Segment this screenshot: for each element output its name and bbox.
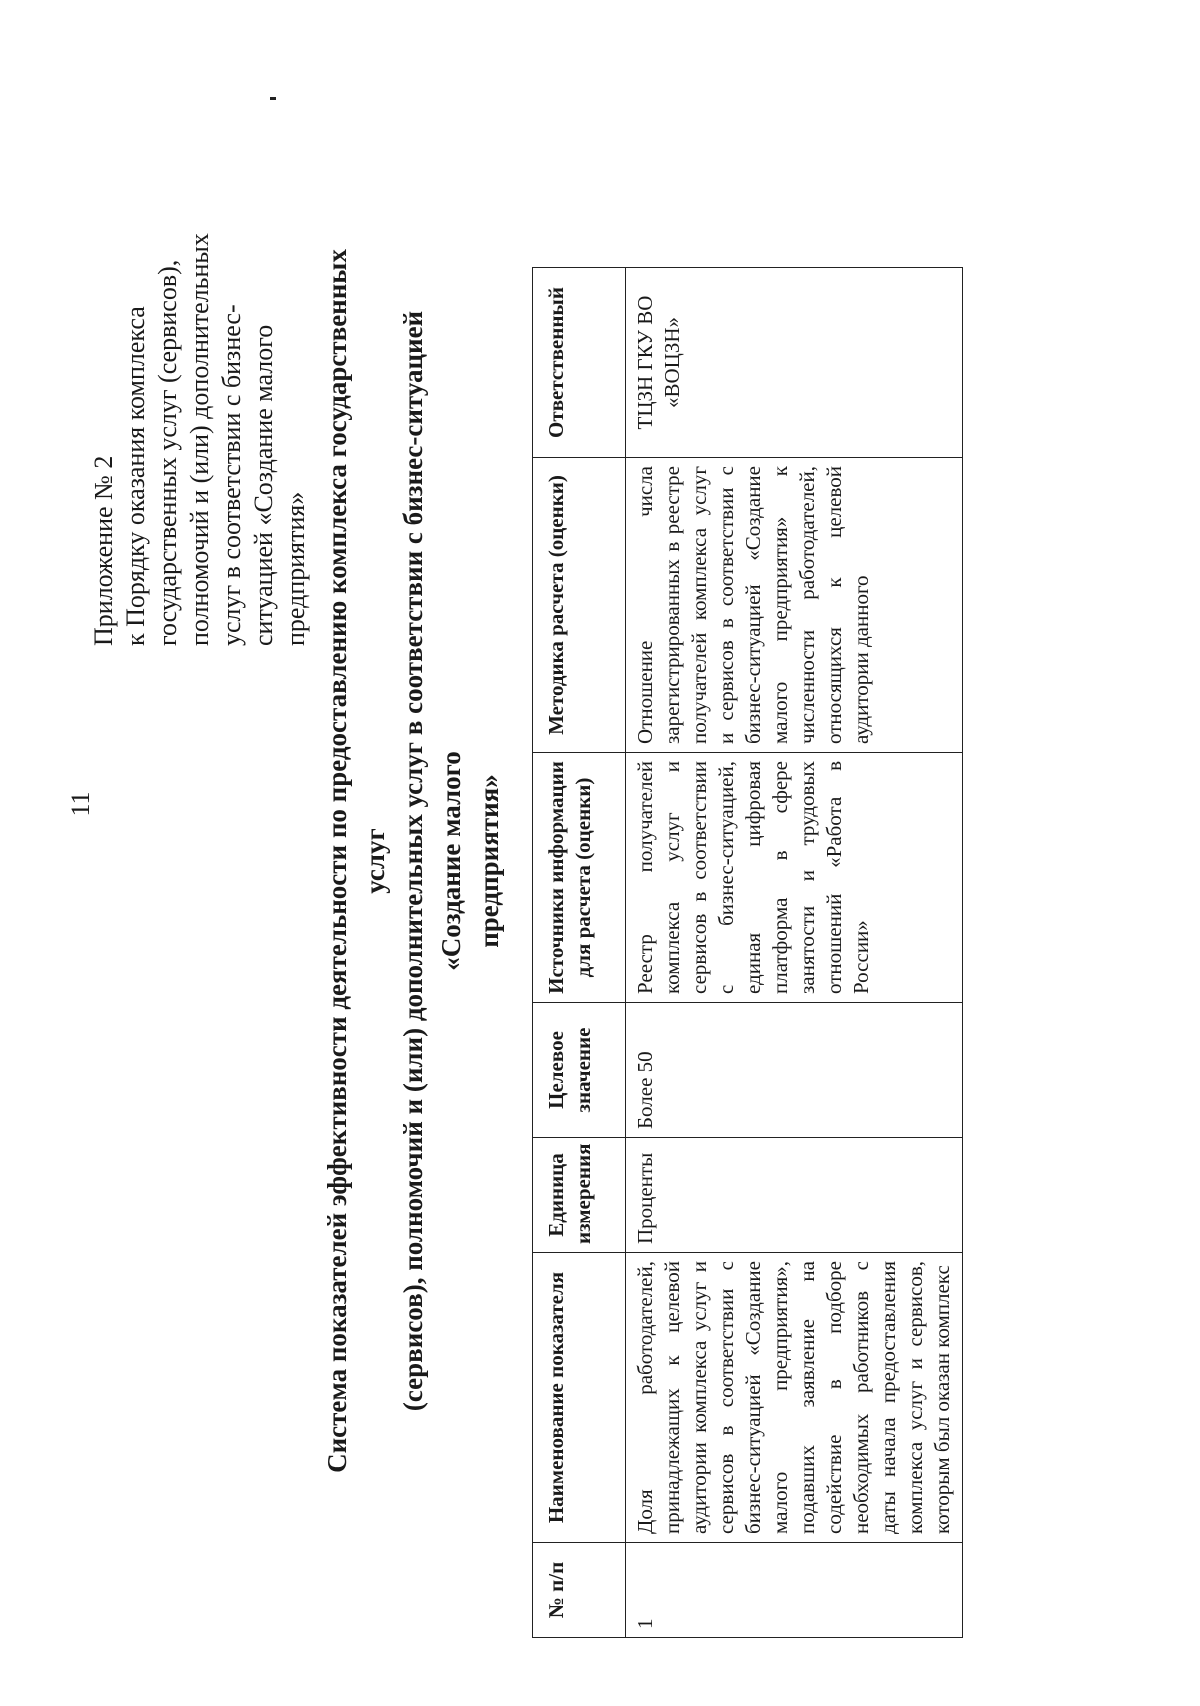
header-target-value: Целевое значение [533, 1003, 626, 1138]
annex-line: Приложение № 2 [89, 455, 118, 646]
header-unit: Единица измерения [533, 1138, 626, 1253]
annex-line: услуг в соответствии с бизнес- [217, 304, 246, 646]
header-info-sources: Источники информации для расчета (оценки) [533, 753, 626, 1003]
annex-line: к Порядку оказания комплекса [121, 306, 150, 646]
cell-indicator-name: Доля работодателей, принадлежащих к целевой аудитории комплекса услуг и сервисов в соответствии с бизнес-ситуацией «Создание малого предприятия», подавших заявление на содействие в подборе необходимых работников с даты начала предоставления комплекса услуг и сервисов, которым был оказан комплекс [626, 1253, 963, 1543]
table-header-row [533, 268, 626, 1638]
table-row [626, 268, 963, 1638]
header-indicator-name: Наименование показателя [533, 1253, 626, 1543]
annex-line: ситуацией «Создание малого [249, 324, 278, 646]
header-responsible: Ответственный [533, 268, 626, 458]
indicators-table [532, 267, 963, 1638]
cell-info-sources: Реестр получателей комплекса услуг и сервисов в соответствии с бизнес-ситуацией, единая цифровая платформа в сфере занятости и трудовых отношений «Работа в России» [626, 753, 963, 1003]
page-number: 11 [66, 791, 95, 817]
cell-calculation-method: Отношение числа зарегистрированных в реестре получателей комплекса услуг и сервисов в соответствии с бизнес-ситуацией «Создание малого предприятия» к численности работодателей, относящихся к целевой аудитории данного [626, 458, 963, 753]
cell-unit: Проценты [626, 1138, 963, 1253]
scan-speck [270, 97, 276, 100]
cell-target-value: Более 50 [626, 1003, 963, 1138]
annex-line: полномочий и (или) дополнительных [185, 233, 214, 646]
annex-line: государственных услуг (сервисов), [153, 259, 182, 646]
document-title [318, 246, 508, 1476]
header-calculation-method: Методика расчета (оценки) [533, 458, 626, 753]
annex-line: предприятия» [281, 491, 310, 646]
title-line: предприятия» [474, 774, 504, 948]
cell-responsible: ТЦЗН ГКУ ВО «ВОЦЗН» [626, 268, 963, 458]
cell-number: 1 [626, 1543, 963, 1638]
annex-reference [88, 86, 312, 646]
title-line: Система показателей эффективности деятельности по предоставлению комплекса государственных услуг [322, 249, 390, 1473]
header-number: № п/п [533, 1543, 626, 1638]
title-line: (сервисов), полномочий и (или) дополнительных услуг в соответствии с бизнес-ситуацией «Создание малого [398, 310, 466, 1412]
